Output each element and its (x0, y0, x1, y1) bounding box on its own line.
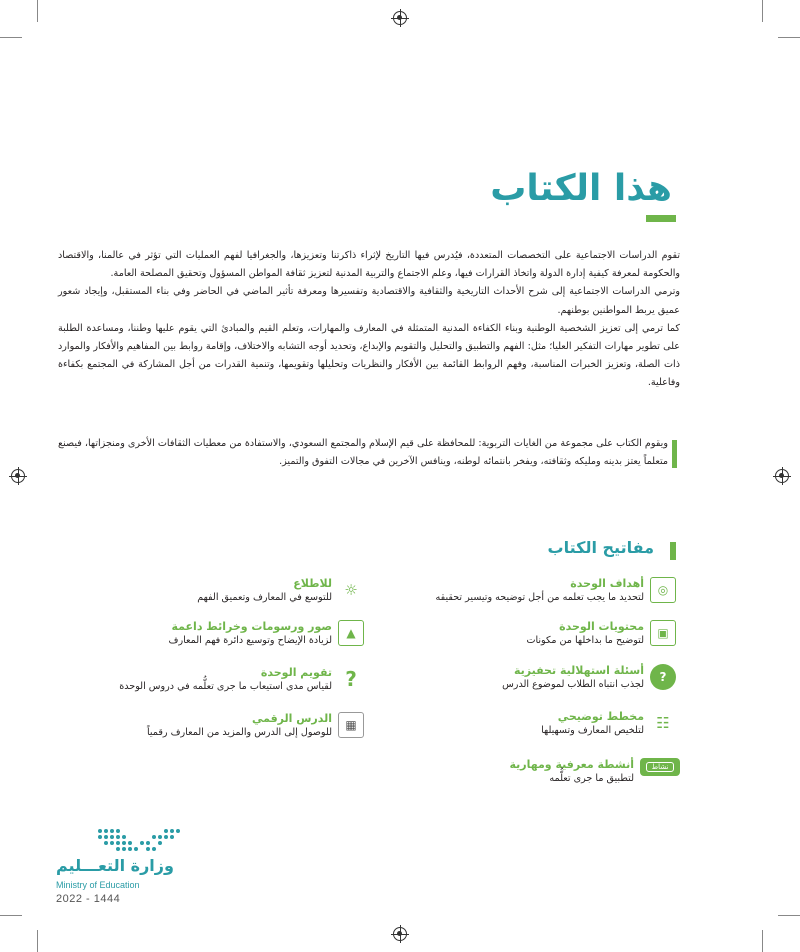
qr-code-icon: ▦ (338, 712, 364, 738)
key-description: لتلخيص المعارف وتسهيلها (541, 725, 644, 736)
page-title: هذا الكتاب (490, 168, 672, 209)
key-title: مخطط توضيحي (557, 710, 644, 723)
goals-paragraph: ويقوم الكتاب على مجموعة من الغايات التربوية: للمحافظة على قيم الإسلام والمجتمع السعودي، والاستفادة من معطيات الثقافات الأخرى ومنجزاتها، فيصنع متعلماً يعتز بدينه ومليكه وثقافته، ويفخر بانتمائه لوطنه، وينافس الآخرين في مجالات التفوق والتميز. (58, 438, 668, 468)
key-title: تقويم الوحدة (260, 666, 332, 679)
key-unit-goals (435, 577, 676, 603)
key-unit-contents (526, 620, 676, 646)
key-title: للاطلاع (293, 577, 332, 590)
key-description: للوصول إلى الدرس والمزيد من المعارف رقمياً (146, 727, 332, 738)
key-read-more (197, 577, 364, 603)
image-icon: ▲ (338, 620, 364, 646)
registration-mark-icon (775, 469, 789, 483)
crop-mark (762, 0, 763, 22)
key-images (169, 620, 364, 646)
intro-paragraph: كما ترمي إلى تعزيز الشخصية الوطنية وبناء الكفاءة المدنية المتمثلة في المعارف والمهارات، وتعلم القيم والمبادئ التي يقوم عليها وطننا، ومساعدة الطلبة على تطوير مهارات التفكير العليا؛ مثل: الفهم والتطبيق والتحليل والتقويم والإبداع، وتحديد أوجه التشابه والاختلاف، وإقامة روابط بين المفاهيم والأفكار والموارد ذات الصلة، وتعزيز الخبرات المناسبة، وفهم الروابط القائمة بين الأفكار والنظريات وتحليلها وتقويمها، وتنمية القدرات من أجل المشاركة في المجتمع بكفاءة وفاعلية. (58, 322, 680, 389)
intro-paragraph: تقوم الدراسات الاجتماعية على التخصصات المتعددة، فيُدرس فيها التاريخ لإثراء ذاكرتنا وتعزيزها، والجغرافيا لفهم العمليات التي تؤثر في عالمنا، والاقتصاد والحكومة لمعرفة كيفية إدارة الدولة واتخاذ القرارات فيها، وعلم الاجتماع والتربية المدنية لتعزيز ثقافة المواطن المسؤول وتحقيق المصلحة العامة. (58, 250, 680, 280)
crop-mark (778, 37, 800, 38)
key-description: لتوضيح ما بداخلها من مكونات (526, 635, 644, 646)
key-title: صور ورسومات وخرائط داعمة (171, 620, 332, 633)
ministry-logo (56, 826, 186, 856)
ministry-name-english: Ministry of Education (56, 880, 140, 890)
key-unit-assessment (119, 666, 364, 692)
intro-text (58, 247, 680, 393)
lightbulb-icon: ☼ (344, 581, 358, 599)
question-mark-icon: ? (650, 664, 676, 690)
registration-mark-icon (11, 469, 25, 483)
activity-badge-label: نشاط (646, 762, 675, 772)
flowchart-icon: ☷ (656, 714, 670, 732)
key-description: للتوسع في المعارف وتعميق الفهم (197, 592, 332, 603)
crop-mark (37, 0, 38, 22)
key-diagram (541, 710, 676, 736)
registration-mark-icon (393, 11, 407, 25)
key-description: لجذب انتباه الطلاب لموضوع الدرس (502, 679, 644, 690)
keys-heading-marker (670, 542, 676, 560)
open-book-icon: ▣ (650, 620, 676, 646)
key-title: أنشطة معرفية ومهارية (509, 758, 634, 771)
crop-mark (37, 930, 38, 952)
key-description: لتطبيق ما جرى تعلُّمه (549, 773, 634, 784)
crop-mark (778, 915, 800, 916)
crop-mark (0, 37, 22, 38)
activity-badge (640, 758, 680, 776)
goals-marker (672, 440, 677, 468)
key-title: أسئلة استهلالية تحفيزية (514, 664, 644, 677)
registration-mark-icon (393, 927, 407, 941)
key-digital-lesson (147, 712, 364, 738)
crop-mark (762, 930, 763, 952)
crop-mark (0, 915, 22, 916)
intro-paragraph: وترمي الدراسات الاجتماعية إلى شرح الأحداث التاريخية والثقافية والاقتصادية وتفسيرها ومعرفة تأثير الماضي في الحاضر وفي بناء المستقبل، وإيجاد شعور عميق يربط المواطنين بوطنهم. (58, 286, 680, 316)
book-target-icon: ◎ (650, 577, 676, 603)
ministry-name-arabic: وزارة التعـــليم (56, 856, 174, 875)
edition-year: 2022 - 1444 (56, 893, 121, 905)
key-description: لقياس مدى استيعاب ما جرى تعلُّمه في دروس الوحدة (119, 681, 332, 692)
key-title: محتويات الوحدة (559, 620, 644, 633)
key-warmup-questions (502, 664, 676, 690)
key-description: لتحديد ما يجب تعلمه من أجل توضيحه وتيسير تحقيقه (435, 592, 644, 603)
key-title: الدرس الرقمي (251, 712, 332, 725)
key-description: لزيادة الإيضاح وتوسيع دائرة فهم المعارف (168, 635, 332, 646)
title-underline (646, 215, 676, 222)
hook-question-icon: ? (345, 667, 357, 691)
key-activities (509, 758, 680, 784)
book-keys-heading: مفاتيح الكتاب (547, 538, 654, 557)
key-title: أهداف الوحدة (570, 577, 644, 590)
